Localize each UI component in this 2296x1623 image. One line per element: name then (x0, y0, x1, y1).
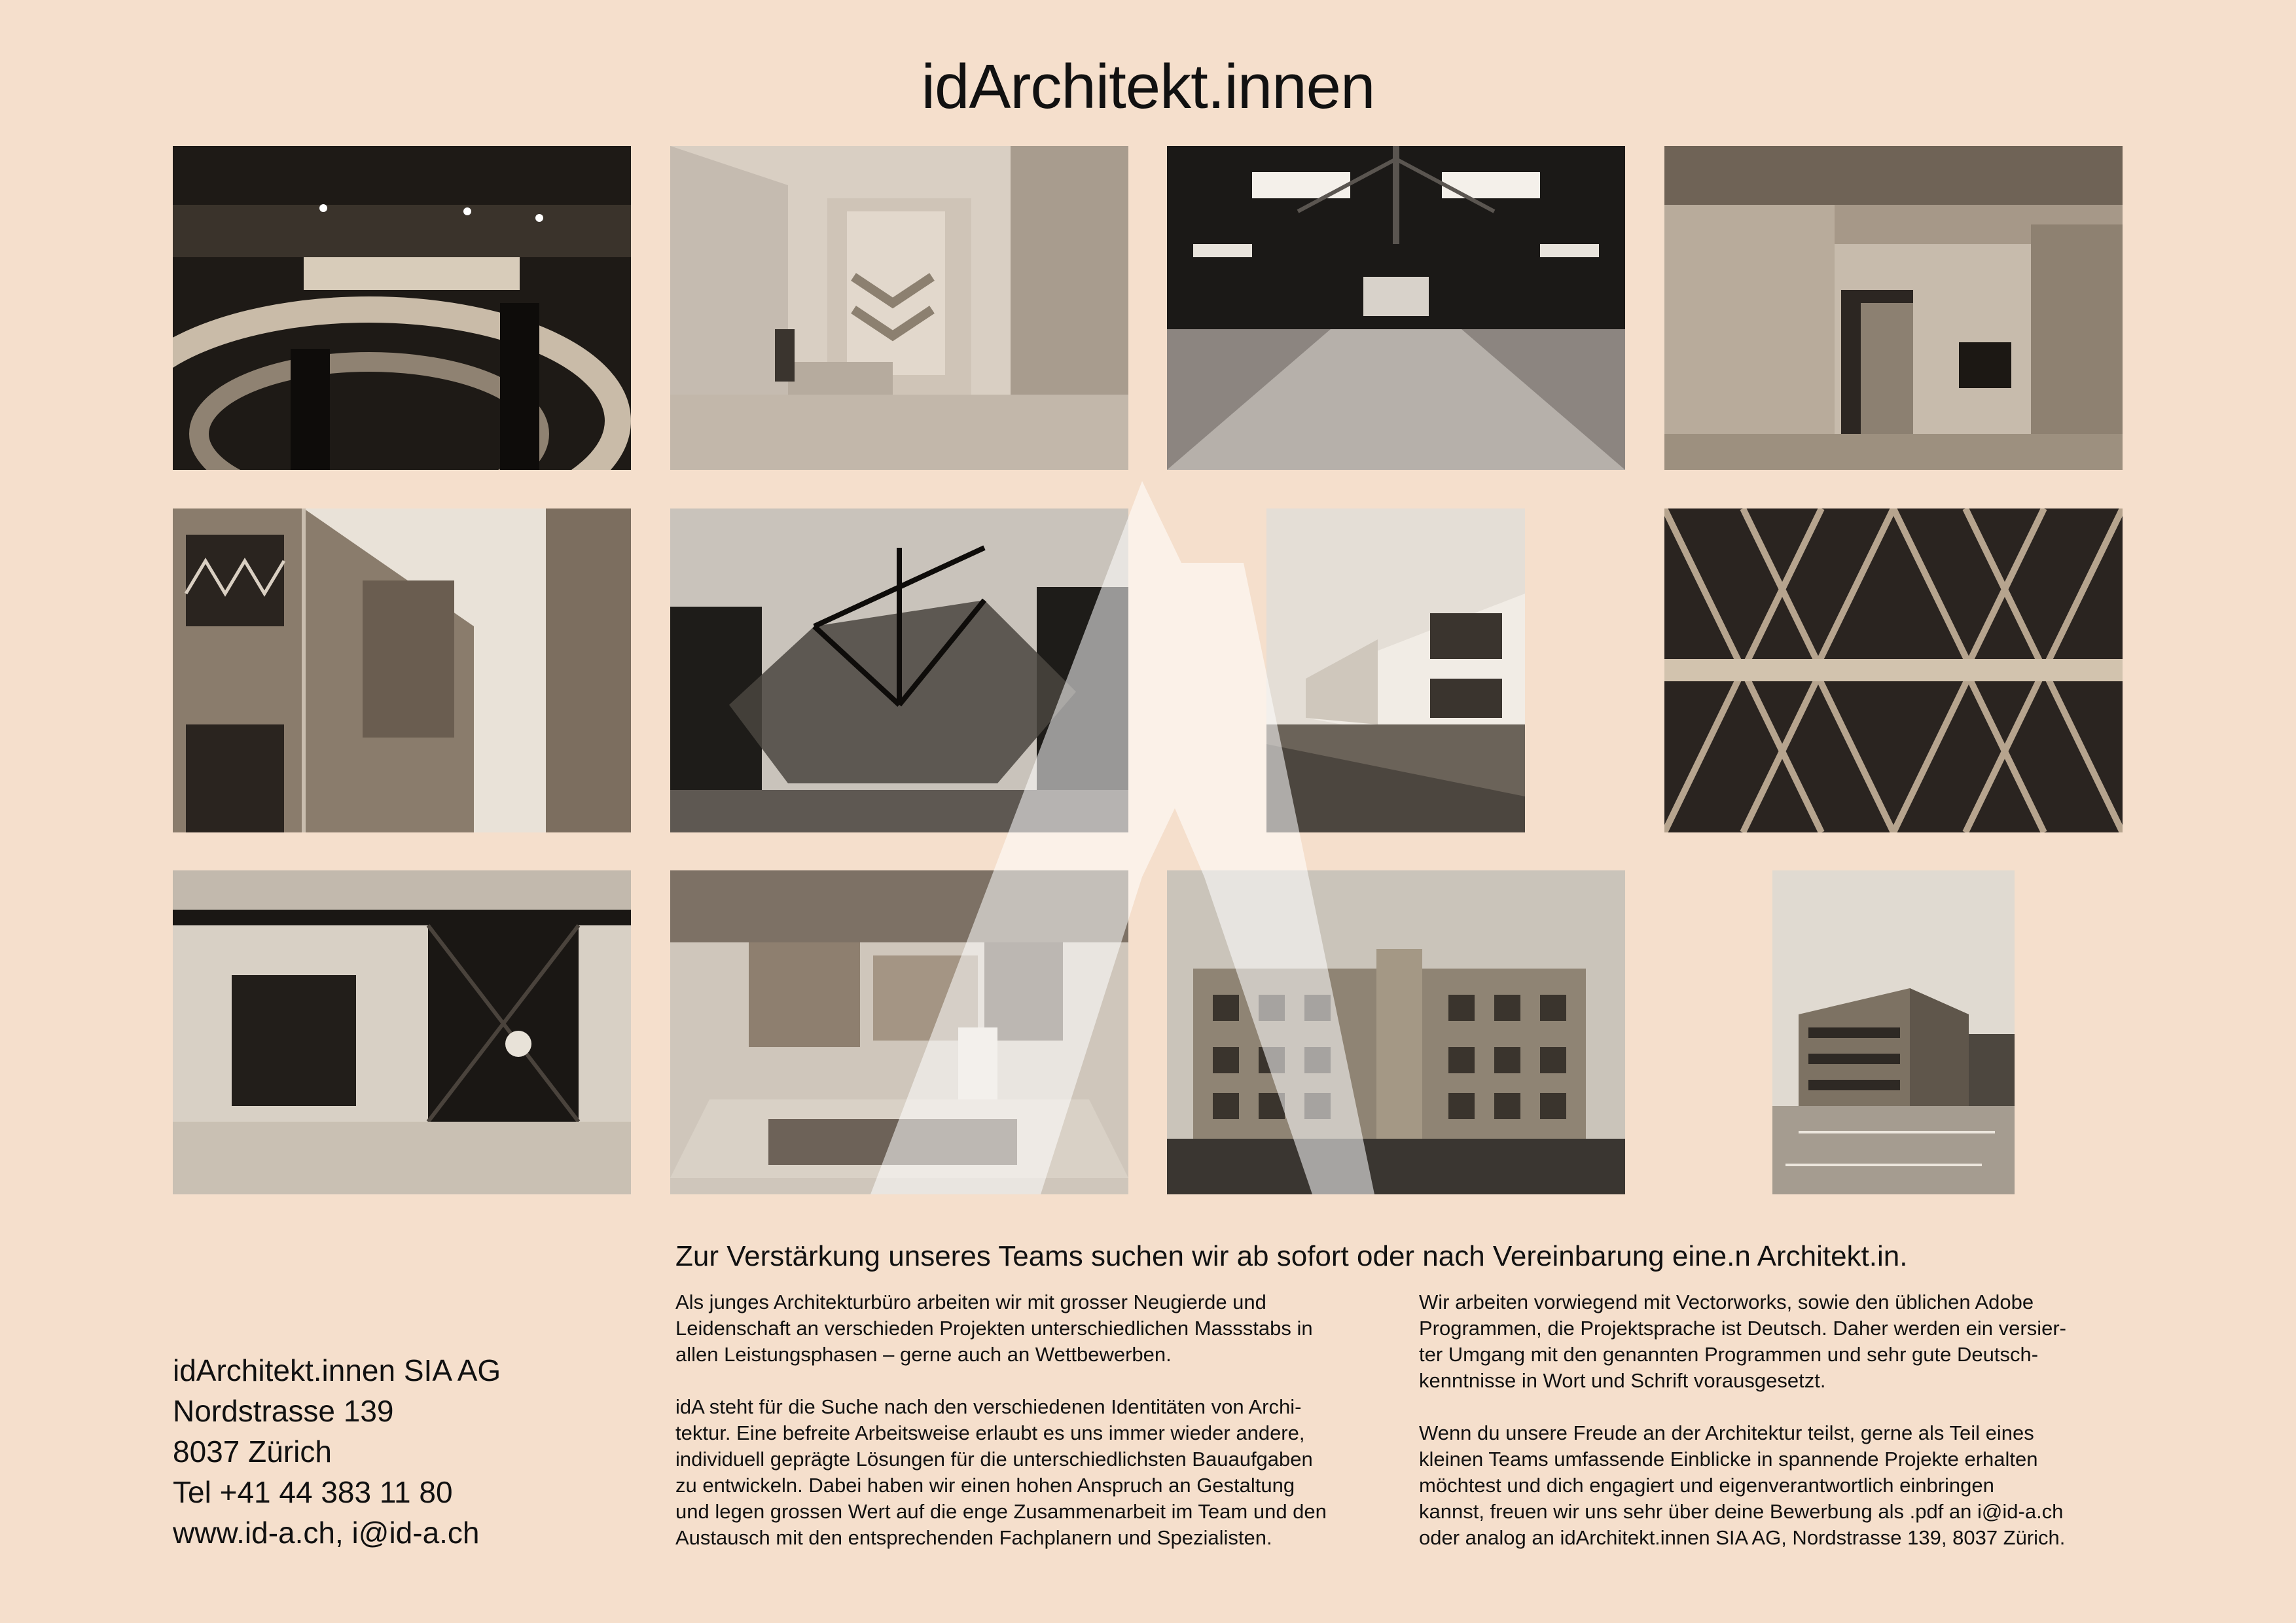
job-paragraph: Als junges Architekturbüro arbeiten wir mit grosser Neugierde und Leidenschaft an verschieden Projekten unterschiedlichen Massstabs in allen Leistungsphasen – gerne auch an Wettbewerben. (675, 1291, 1313, 1366)
job-heading: Zur Verstärkung unseres Teams suchen wir ab sofort oder nach Vereinbarung eine.n Architekt.in. (675, 1240, 1908, 1272)
job-text-left (675, 1289, 1376, 1577)
photo-rendering-interior (670, 146, 1128, 470)
photo-basement-brick (670, 870, 1128, 1194)
photo-office-building (1772, 870, 2015, 1194)
photo-apartment-block (1167, 870, 1625, 1194)
photo-foyer-doors (173, 870, 631, 1194)
photo-glass-pavilion (670, 508, 1128, 832)
photo-concrete-stair (1664, 146, 2123, 470)
contact-block (173, 1350, 501, 1553)
photo-white-villa (1266, 508, 1525, 832)
photo-garage-hall (1167, 146, 1625, 470)
photo-night-ramp (173, 146, 631, 470)
city: 8037 Zürich (173, 1435, 332, 1469)
job-paragraph: Wir arbeiten vorwiegend mit Vectorworks, sowie den üblichen Adobe Programmen, die Projektsprache ist Deutsch. Daher werden ein versier- ter Umgang mit den genannten Programmen und sehr gute Deutsch- kenntnisse in Wort und Schrift vorausgesetzt. (1419, 1291, 2066, 1392)
photo-steel-lattice (1664, 508, 2123, 832)
job-text-right (1419, 1289, 2119, 1577)
company-name: idArchitekt.innen SIA AG (173, 1353, 501, 1387)
web-email-link[interactable]: www.id-a.ch, i@id-a.ch (173, 1516, 480, 1550)
job-paragraph: Wenn du unsere Freude an der Architektur teilst, gerne als Teil eines kleinen Teams umfassende Einblicke in spannende Projekte erhalten möchtest und dich engagiert und eigenverantwortlich einbringen kannst, freuen wir uns sehr über deine Bewerbung als .pdf an i@id-a.ch oder analog an idArchitekt.innen SIA AG, Nordstrasse 139, 8037 Zürich. (1419, 1421, 2066, 1549)
street-address: Nordstrasse 139 (173, 1394, 394, 1428)
phone: Tel +41 44 383 11 80 (173, 1475, 453, 1509)
job-paragraph: idA steht für die Suche nach den verschiedenen Identitäten von Archi- tektur. Eine befreite Arbeitsweise erlaubt es uns immer wieder andere, individuell geprägte Lösungen für die unterschiedlichsten Bauaufgaben zu entwickeln. Dabei haben wir einen hohen Anspruch an Gestaltung und legen grossen Wert auf die enge Zusammenarbeit im Team und den Austausch mit den entsprechenden Fachplanern und Spezialisten. (675, 1395, 1327, 1549)
page-title: idArchitekt.innen (921, 52, 1375, 122)
photo-wood-facade (173, 508, 631, 832)
